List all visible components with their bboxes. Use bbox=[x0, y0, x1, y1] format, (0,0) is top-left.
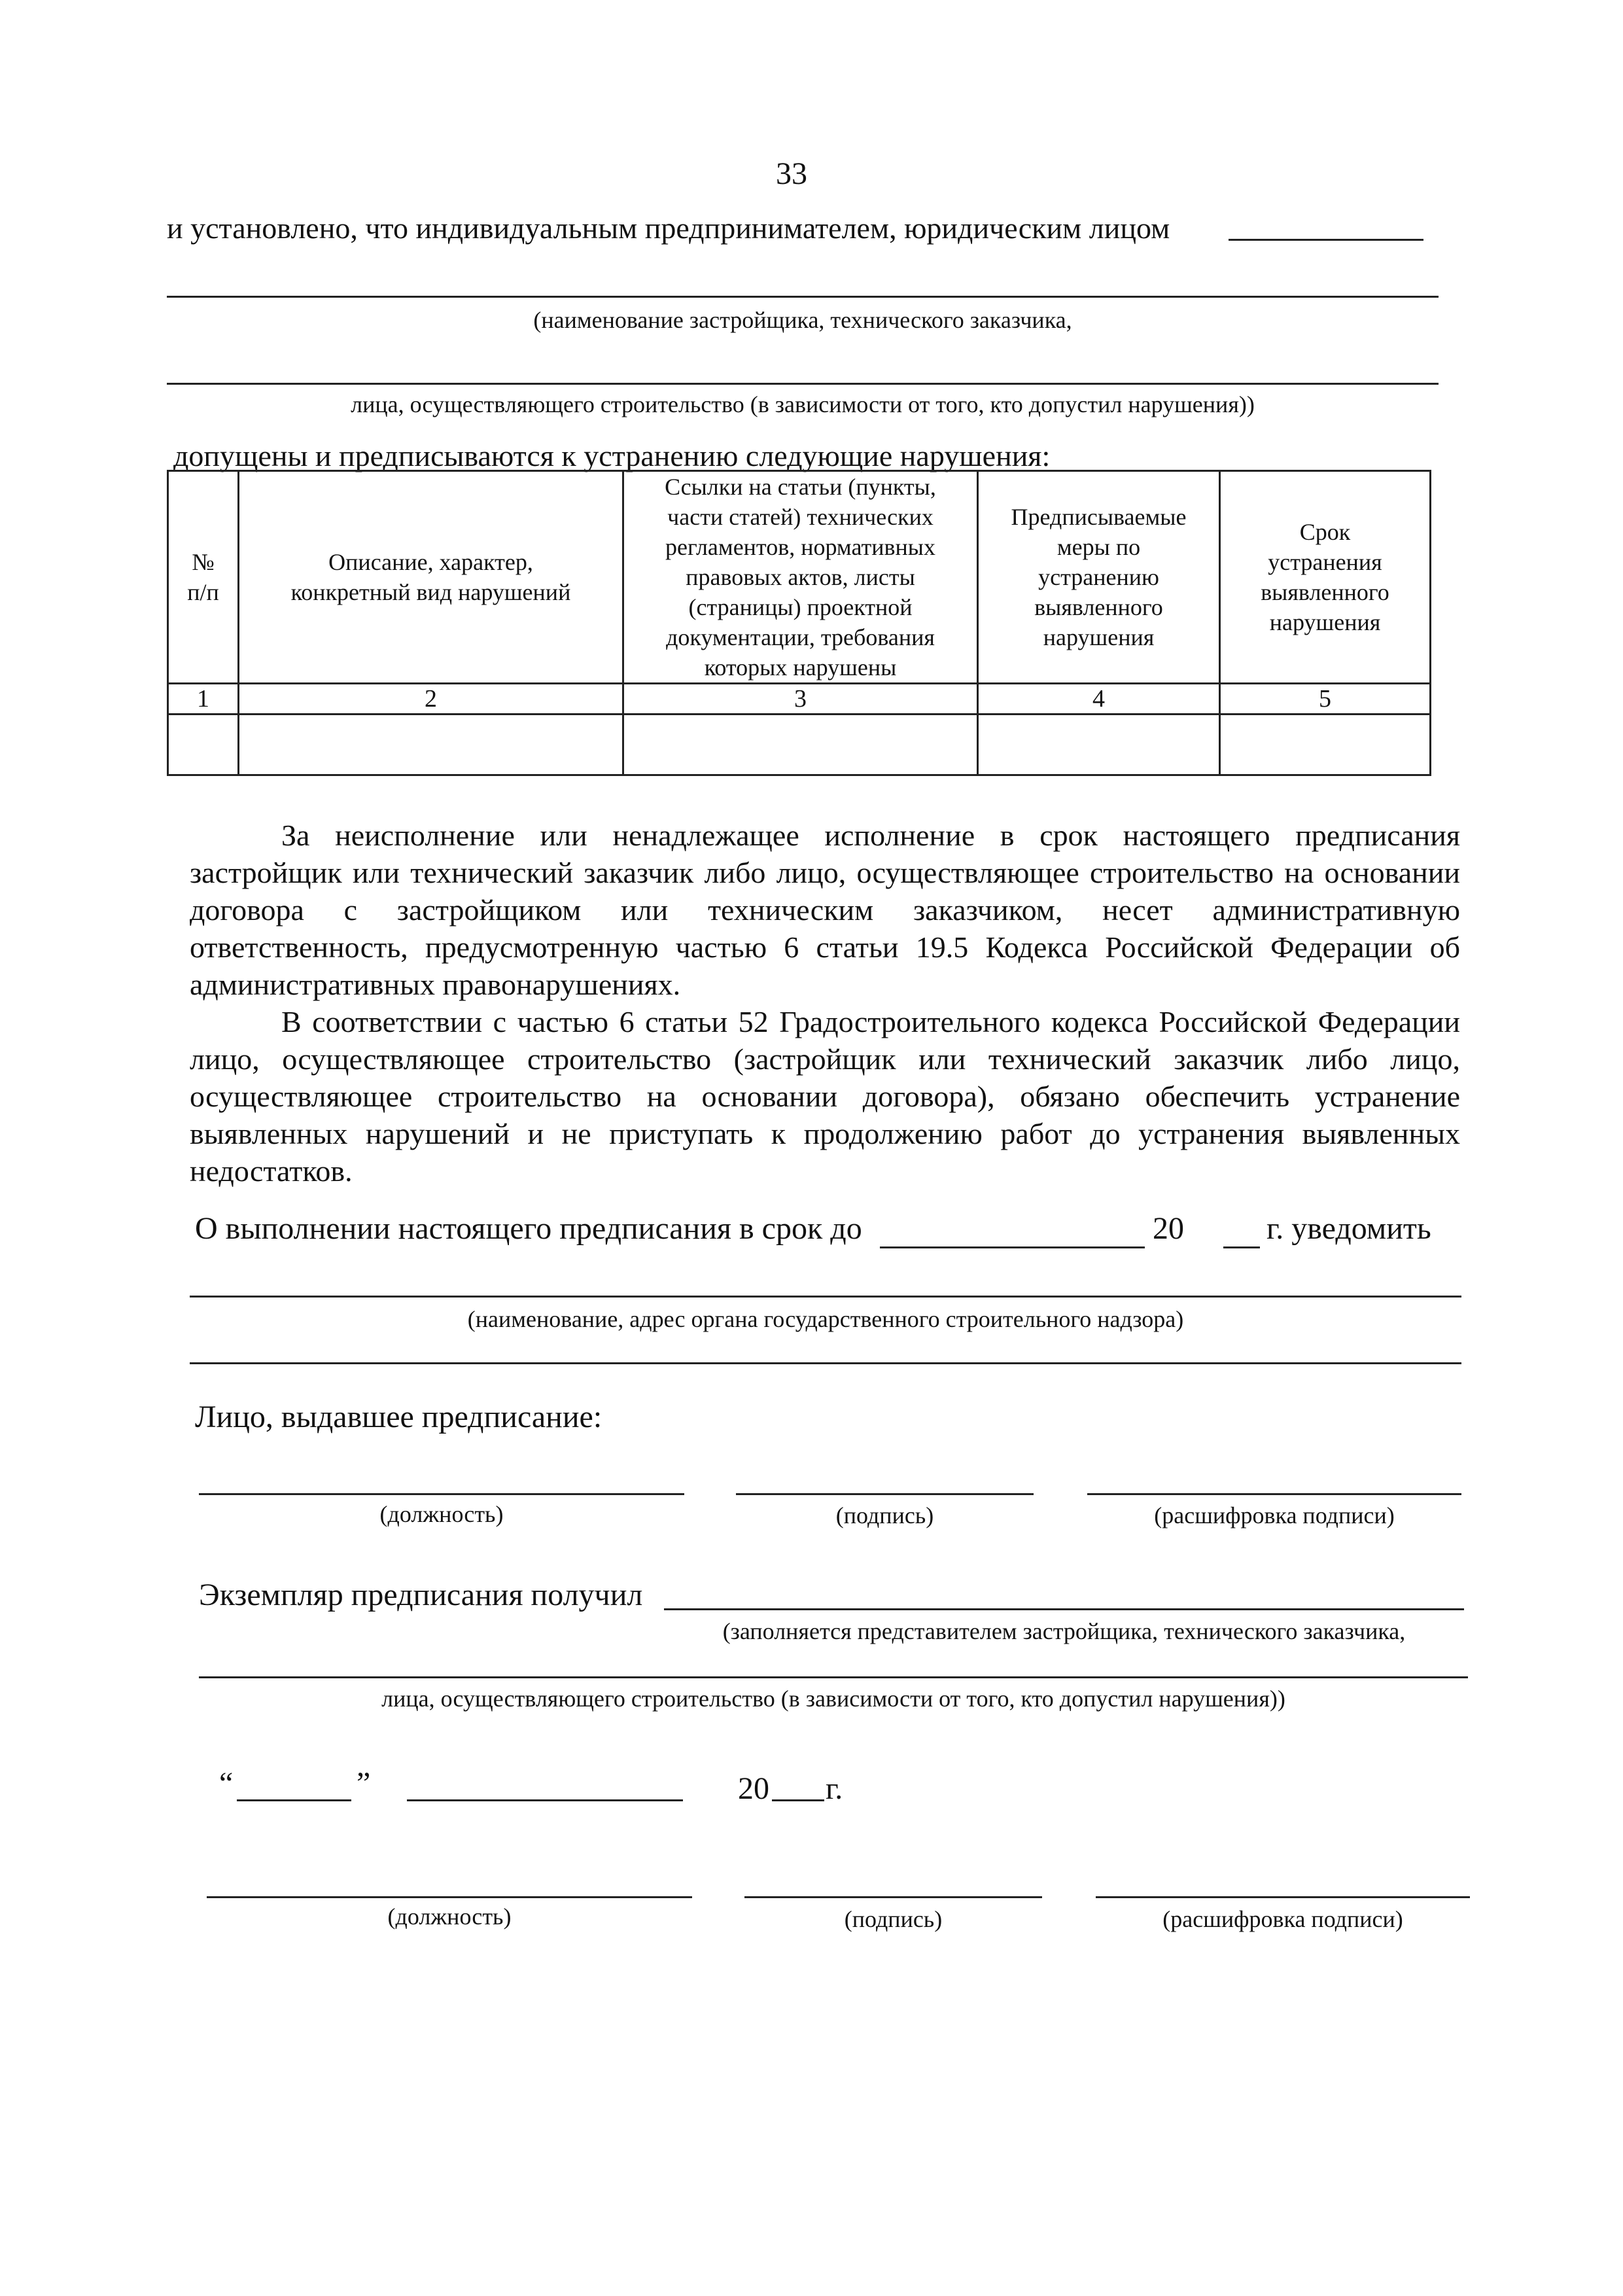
date-day-blank[interactable] bbox=[237, 1799, 351, 1801]
deadline-date-blank[interactable] bbox=[880, 1246, 1145, 1248]
receiver-signature-blank[interactable] bbox=[744, 1896, 1042, 1898]
col-num-4: 4 bbox=[978, 684, 1220, 715]
receiver-blank-line-2[interactable] bbox=[199, 1676, 1468, 1678]
receiver-decode-label: (расшифровка подписи) bbox=[1162, 1906, 1403, 1932]
col-header-measures: Предписываемые меры по устранению выявленного нарушения bbox=[978, 471, 1220, 684]
paragraph-obligation: В соответствии с частью 6 статьи 52 Градостроительного кодекса Российской Федерации лицо, осуществляющее строительство (застройщик или технический заказчик либо лицо, осуществляющее строительство на основании договора), обязано обеспечить устранение выявленных нарушений и не приступать к продолжению работ до устранения выявленных недостатков. bbox=[190, 1005, 1460, 1188]
date-year-suffix: г. bbox=[826, 1771, 843, 1806]
issuer-signature-blank[interactable] bbox=[736, 1493, 1034, 1495]
receiver-position-label: (должность) bbox=[387, 1903, 512, 1930]
authority-blank-line[interactable] bbox=[190, 1296, 1461, 1298]
violations-intro: допущены и предписываются к устранению следующие нарушения: bbox=[173, 439, 1051, 472]
table-numbering-row bbox=[168, 684, 1431, 715]
receiver-signature-label: (подпись) bbox=[844, 1906, 943, 1932]
hint-person: лица, осуществляющего строительство (в зависимости от того, кто допустил нарушения)) bbox=[351, 391, 1255, 417]
date-year-blank[interactable] bbox=[772, 1799, 824, 1801]
issuer-decode-label: (расшифровка подписи) bbox=[1154, 1502, 1395, 1528]
page-number: 33 bbox=[776, 156, 807, 191]
col-num-5: 5 bbox=[1220, 684, 1431, 715]
hint-builder: (наименование застройщика, технического заказчика, bbox=[533, 307, 1072, 333]
col-header-description: Описание, характер, конкретный вид нарушений bbox=[239, 471, 623, 684]
col-header-deadline: Срок устранения выявленного нарушения bbox=[1220, 471, 1431, 684]
issuer-position-blank[interactable] bbox=[199, 1493, 684, 1495]
deadline-prefix: О выполнении настоящего предписания в срок до bbox=[195, 1211, 862, 1246]
person-blank-line[interactable] bbox=[167, 383, 1439, 385]
authority-blank-line-2[interactable] bbox=[190, 1362, 1461, 1364]
table-cell[interactable] bbox=[1220, 715, 1431, 775]
hint-receiver-2: лица, осуществляющего строительство (в зависимости от того, кто допустил нарушения)) bbox=[381, 1686, 1285, 1712]
date-month-blank[interactable] bbox=[407, 1799, 683, 1801]
receiver-position-blank[interactable] bbox=[207, 1896, 692, 1898]
table-cell[interactable] bbox=[978, 715, 1220, 775]
col-num-2: 2 bbox=[239, 684, 623, 715]
receiver-blank-line[interactable] bbox=[664, 1608, 1464, 1610]
hint-receiver: (заполняется представителем застройщика, технического заказчика, bbox=[722, 1618, 1406, 1644]
col-header-number: № п/п bbox=[168, 471, 239, 684]
builder-blank-line[interactable] bbox=[167, 296, 1439, 298]
table-cell[interactable] bbox=[239, 715, 623, 775]
issuer-position-label: (должность) bbox=[379, 1501, 504, 1527]
table-row bbox=[168, 715, 1431, 775]
intro-line: и установлено, что индивидуальным предпринимателем, юридическим лицом bbox=[167, 211, 1170, 245]
table-header-row bbox=[168, 471, 1431, 684]
received-label: Экземпляр предписания получил bbox=[199, 1578, 643, 1612]
table-cell[interactable] bbox=[623, 715, 978, 775]
receiver-decode-blank[interactable] bbox=[1096, 1896, 1470, 1898]
body-text bbox=[190, 817, 1460, 1190]
col-header-references: Ссылки на статьи (пункты, части статей) технических регламентов, нормативных правовых актов, листы (страницы) проектной документации, требования которых нарушены bbox=[623, 471, 978, 684]
date-open-quote: “ bbox=[219, 1766, 234, 1801]
deadline-suffix: г. уведомить bbox=[1266, 1211, 1431, 1246]
deadline-year-blank[interactable] bbox=[1223, 1246, 1260, 1248]
issuer-decode-blank[interactable] bbox=[1087, 1493, 1461, 1495]
paragraph-liability: За неисполнение или ненадлежащее исполнение в срок настоящего предписания застройщик или технический заказчик либо лицо, осуществляющее строительство на основании договора с застройщиком или техническим заказчиком, несет административную ответственность, предусмотренную частью 6 статьи 19.5 Кодекса Российской Федерации об административных правонарушениях. bbox=[190, 819, 1460, 1001]
date-year-prefix: 20 bbox=[738, 1771, 769, 1806]
deadline-year-prefix: 20 bbox=[1153, 1211, 1184, 1246]
table-cell[interactable] bbox=[168, 715, 239, 775]
date-close-quote: ” bbox=[357, 1766, 371, 1801]
col-num-1: 1 bbox=[168, 684, 239, 715]
hint-authority: (наименование, адрес органа государственного строительного надзора) bbox=[467, 1306, 1184, 1332]
col-num-3: 3 bbox=[623, 684, 978, 715]
issuer-label: Лицо, выдавшее предписание: bbox=[195, 1400, 602, 1434]
issuer-signature-label: (подпись) bbox=[835, 1502, 934, 1528]
intro-blank-line[interactable] bbox=[1229, 239, 1423, 241]
violations-table bbox=[167, 470, 1431, 776]
